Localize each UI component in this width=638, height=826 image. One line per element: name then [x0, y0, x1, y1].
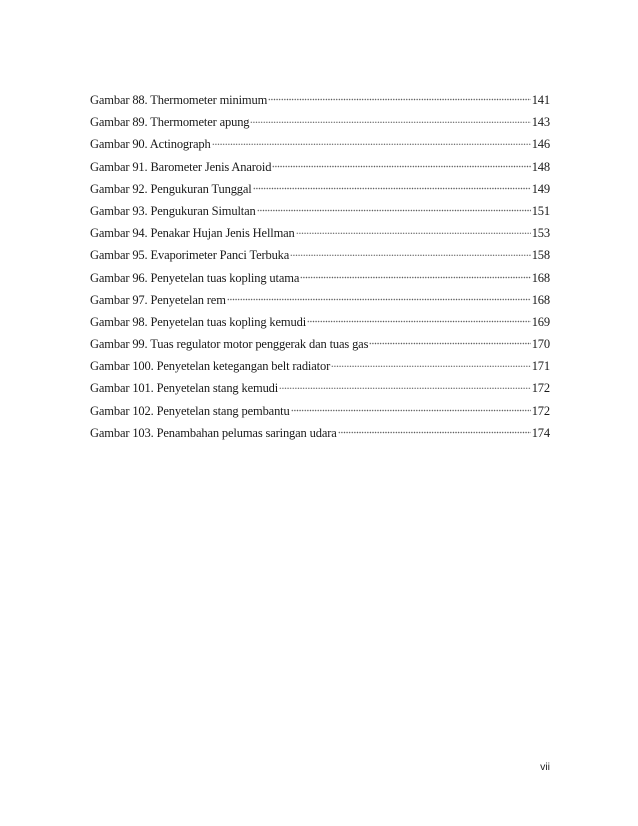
toc-entry	[90, 244, 550, 266]
dot-leader	[212, 135, 531, 145]
toc-entry	[90, 89, 550, 111]
dot-leader	[250, 113, 530, 123]
toc-entry	[90, 400, 550, 422]
toc-entry-label: Gambar 90. Actinograph	[90, 137, 211, 152]
dot-leader	[268, 91, 531, 101]
toc-entry	[90, 267, 550, 289]
toc-entry	[90, 311, 550, 333]
dot-leader	[257, 202, 531, 212]
toc-entry-page: 151	[531, 203, 550, 218]
dot-leader	[272, 158, 530, 168]
dot-leader	[279, 379, 531, 389]
toc-entry-label: Gambar 103. Penambahan pelumas saringan udara	[90, 425, 337, 440]
toc-entry	[90, 178, 550, 200]
toc-entry-label: Gambar 91. Barometer Jenis Anaroid	[90, 159, 272, 174]
toc-entry-label: Gambar 98. Penyetelan tuas kopling kemudi	[90, 314, 307, 329]
toc-entry-page: 146	[531, 137, 550, 152]
toc-entry-label: Gambar 97. Penyetelan rem	[90, 292, 226, 307]
dot-leader	[296, 224, 531, 234]
dot-leader	[227, 291, 531, 301]
toc-entry-page: 148	[531, 159, 550, 174]
dot-leader	[300, 269, 530, 279]
toc-entry	[90, 133, 550, 155]
toc-entry-label: Gambar 94. Penakar Hujan Jenis Hellman	[90, 226, 295, 241]
toc-entry-label: Gambar 100. Penyetelan ketegangan belt radiator	[90, 359, 331, 374]
list-of-figures	[90, 89, 550, 444]
toc-entry	[90, 222, 550, 244]
toc-entry-page: 168	[531, 292, 550, 307]
toc-entry-page: 158	[531, 248, 550, 263]
toc-entry-label: Gambar 95. Evaporimeter Panci Terbuka	[90, 248, 290, 263]
toc-entry-label: Gambar 101. Penyetelan stang kemudi	[90, 381, 279, 396]
toc-entry-label: Gambar 96. Penyetelan tuas kopling utama	[90, 270, 300, 285]
toc-entry-label: Gambar 89. Thermometer apung	[90, 115, 250, 130]
page-number: vii	[540, 761, 550, 773]
dot-leader	[290, 246, 531, 256]
dot-leader	[369, 335, 530, 345]
toc-entry-label: Gambar 99. Tuas regulator motor penggerak dan tuas gas	[90, 337, 369, 352]
toc-entry	[90, 289, 550, 311]
toc-entry-label: Gambar 92. Pengukuran Tunggal	[90, 181, 252, 196]
toc-entry-page: 170	[531, 337, 550, 352]
toc-entry-page: 169	[531, 314, 550, 329]
toc-entry-page: 149	[531, 181, 550, 196]
toc-entry-page: 174	[531, 425, 550, 440]
toc-entry-page: 171	[531, 359, 550, 374]
toc-entry	[90, 422, 550, 444]
dot-leader	[331, 357, 531, 367]
dot-leader	[253, 180, 531, 190]
toc-entry	[90, 200, 550, 222]
toc-entry-page: 172	[531, 403, 550, 418]
dot-leader	[307, 313, 531, 323]
toc-entry-page: 172	[531, 381, 550, 396]
toc-entry-label: Gambar 102. Penyetelan stang pembantu	[90, 403, 290, 418]
toc-entry	[90, 355, 550, 377]
toc-entry	[90, 377, 550, 399]
dot-leader	[291, 402, 531, 412]
toc-entry-page: 168	[531, 270, 550, 285]
toc-entry-page: 153	[531, 226, 550, 241]
toc-entry-label: Gambar 88. Thermometer minimum	[90, 93, 268, 107]
dot-leader	[338, 424, 531, 434]
toc-entry	[90, 111, 550, 133]
toc-entry-page: 143	[531, 115, 550, 130]
toc-entry	[90, 156, 550, 178]
toc-entry-label: Gambar 93. Pengukuran Simultan	[90, 203, 256, 218]
toc-entry-page: 141	[531, 93, 550, 107]
toc-entry	[90, 333, 550, 355]
